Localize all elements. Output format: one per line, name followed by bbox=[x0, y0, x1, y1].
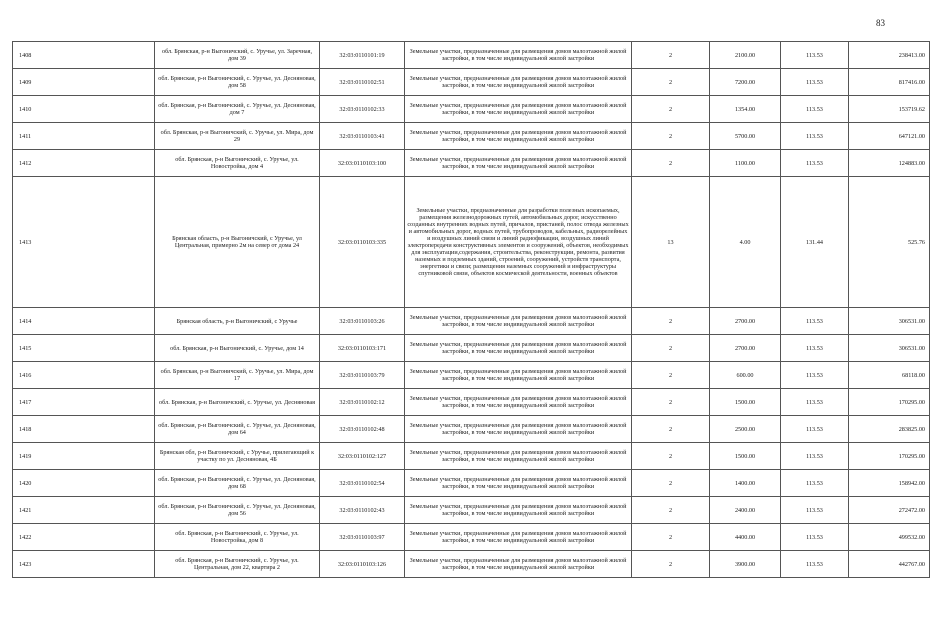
land-use-cell: Земельные участки, предназначенные для размещения домов малоэтажной жилой застройки, в том числе индивидуальной жилой застройки bbox=[405, 123, 632, 150]
table-row bbox=[13, 150, 930, 177]
land-registry-table bbox=[12, 41, 930, 578]
land-use-cell: Земельные участки, предназначенные для разработки полезных ископаемых, размещения железнодорожных путей, автомобильных дорог, искусственно созданных внутренних водных путей, причалов, пристаней, полос отвода железных и автомобильных дорог, водных путей, трубопроводов, кабельных, радиорелейных и воздушных линий связи и линий радиофикации, воздушных линий электропередачи конструктивных элементов и сооружений, объектов, необходимых для эксплуатации,содержания, строительства, реконструкции, ремонта, развития наземных и подземных зданий, строений, сооружений, устройств транспорта, энергетики и связи; размещения наземных сооружений и инфраструктуры спутниковой связи, объектов космической деятельности, военных объектов bbox=[405, 177, 632, 308]
address-cell: Брянская область, р-н Выгоничский, с Уручье bbox=[155, 308, 320, 335]
cadastral-value-cell: 283825.00 bbox=[849, 416, 930, 443]
row-number-cell: 1423 bbox=[13, 551, 155, 578]
cadastral-value-cell: 170295.00 bbox=[849, 389, 930, 416]
address-cell: обл. Брянская, р-н Выгоничский, с. Уручье, ул. Десняновая, дом 56 bbox=[155, 497, 320, 524]
table-row bbox=[13, 177, 930, 308]
cadastral-value-cell: 158942.00 bbox=[849, 470, 930, 497]
area-cell: 1500.00 bbox=[710, 389, 781, 416]
area-cell: 2100.00 bbox=[710, 42, 781, 69]
cadastral-number-cell: 32:03:0110103:26 bbox=[320, 308, 405, 335]
cadastral-value-cell: 499532.00 bbox=[849, 524, 930, 551]
specific-value-cell: 113.53 bbox=[781, 123, 849, 150]
address-cell: обл. Брянская, р-н Выгоничский, с. Уручье, ул. Десняновая, дом 7 bbox=[155, 96, 320, 123]
row-number-cell: 1420 bbox=[13, 470, 155, 497]
specific-value-cell: 113.53 bbox=[781, 389, 849, 416]
land-use-cell: Земельные участки, предназначенные для размещения домов малоэтажной жилой застройки, в том числе индивидуальной жилой застройки bbox=[405, 42, 632, 69]
area-cell: 4400.00 bbox=[710, 524, 781, 551]
specific-value-cell: 113.53 bbox=[781, 335, 849, 362]
specific-value-cell: 113.53 bbox=[781, 497, 849, 524]
row-number-cell: 1408 bbox=[13, 42, 155, 69]
table-row bbox=[13, 69, 930, 96]
row-number-cell: 1415 bbox=[13, 335, 155, 362]
cadastral-value-cell: 306531.00 bbox=[849, 308, 930, 335]
specific-value-cell: 113.53 bbox=[781, 470, 849, 497]
address-cell: обл. Брянская, р-н Выгоничский, с. Уручье, ул. Мира, дом 17 bbox=[155, 362, 320, 389]
specific-value-cell: 113.53 bbox=[781, 551, 849, 578]
cadastral-number-cell: 32:03:0110101:19 bbox=[320, 42, 405, 69]
use-code-cell: 2 bbox=[632, 362, 710, 389]
cadastral-value-cell: 272472.00 bbox=[849, 497, 930, 524]
use-code-cell: 2 bbox=[632, 389, 710, 416]
address-cell: обл. Брянская, р-н Выгоничский, с. Уручье, дом 14 bbox=[155, 335, 320, 362]
cadastral-value-cell: 153719.62 bbox=[849, 96, 930, 123]
row-number-cell: 1412 bbox=[13, 150, 155, 177]
use-code-cell: 2 bbox=[632, 497, 710, 524]
cadastral-number-cell: 32:03:0110102:48 bbox=[320, 416, 405, 443]
use-code-cell: 2 bbox=[632, 150, 710, 177]
specific-value-cell: 113.53 bbox=[781, 416, 849, 443]
address-cell: обл. Брянская, р-н Выгоничский, с. Уручье, ул. Новостройка, дом 4 bbox=[155, 150, 320, 177]
page-number: 83 bbox=[876, 18, 885, 28]
use-code-cell: 2 bbox=[632, 42, 710, 69]
area-cell: 1354.00 bbox=[710, 96, 781, 123]
table-row bbox=[13, 389, 930, 416]
area-cell: 7200.00 bbox=[710, 69, 781, 96]
land-use-cell: Земельные участки, предназначенные для размещения домов малоэтажной жилой застройки, в том числе индивидуальной жилой застройки bbox=[405, 470, 632, 497]
address-cell: обл. Брянская, р-н Выгоничский, с. Уручье, ул. Новостройка, дом 8 bbox=[155, 524, 320, 551]
use-code-cell: 13 bbox=[632, 177, 710, 308]
area-cell: 2700.00 bbox=[710, 308, 781, 335]
land-use-cell: Земельные участки, предназначенные для размещения домов малоэтажной жилой застройки, в том числе индивидуальной жилой застройки bbox=[405, 497, 632, 524]
land-use-cell: Земельные участки, предназначенные для размещения домов малоэтажной жилой застройки, в том числе индивидуальной жилой застройки bbox=[405, 362, 632, 389]
cadastral-number-cell: 32:03:0110102:12 bbox=[320, 389, 405, 416]
row-number-cell: 1413 bbox=[13, 177, 155, 308]
cadastral-number-cell: 32:03:0110103:335 bbox=[320, 177, 405, 308]
table-row bbox=[13, 497, 930, 524]
area-cell: 3900.00 bbox=[710, 551, 781, 578]
address-cell: обл. Брянская, р-н Выгоничский, с. Уручье, ул. Мира, дом 29 bbox=[155, 123, 320, 150]
area-cell: 1100.00 bbox=[710, 150, 781, 177]
row-number-cell: 1410 bbox=[13, 96, 155, 123]
cadastral-number-cell: 32:03:0110103:171 bbox=[320, 335, 405, 362]
cadastral-value-cell: 525.76 bbox=[849, 177, 930, 308]
area-cell: 4.00 bbox=[710, 177, 781, 308]
table-row bbox=[13, 551, 930, 578]
land-use-cell: Земельные участки, предназначенные для размещения домов малоэтажной жилой застройки, в том числе индивидуальной жилой застройки bbox=[405, 389, 632, 416]
table-row bbox=[13, 362, 930, 389]
table-row bbox=[13, 524, 930, 551]
row-number-cell: 1416 bbox=[13, 362, 155, 389]
use-code-cell: 2 bbox=[632, 416, 710, 443]
table-row bbox=[13, 42, 930, 69]
land-use-cell: Земельные участки, предназначенные для размещения домов малоэтажной жилой застройки, в том числе индивидуальной жилой застройки bbox=[405, 416, 632, 443]
specific-value-cell: 113.53 bbox=[781, 524, 849, 551]
use-code-cell: 2 bbox=[632, 308, 710, 335]
row-number-cell: 1421 bbox=[13, 497, 155, 524]
table-row bbox=[13, 335, 930, 362]
address-cell: обл. Брянская, р-н Выгоничский, с. Уручье, ул. Десняновая, дом 64 bbox=[155, 416, 320, 443]
use-code-cell: 2 bbox=[632, 443, 710, 470]
specific-value-cell: 113.53 bbox=[781, 362, 849, 389]
table-row bbox=[13, 416, 930, 443]
cadastral-number-cell: 32:03:0110103:100 bbox=[320, 150, 405, 177]
cadastral-value-cell: 647121.00 bbox=[849, 123, 930, 150]
cadastral-value-cell: 817416.00 bbox=[849, 69, 930, 96]
area-cell: 1400.00 bbox=[710, 470, 781, 497]
use-code-cell: 2 bbox=[632, 96, 710, 123]
use-code-cell: 2 bbox=[632, 123, 710, 150]
table-row bbox=[13, 123, 930, 150]
cadastral-number-cell: 32:03:0110103:97 bbox=[320, 524, 405, 551]
table-row bbox=[13, 308, 930, 335]
cadastral-value-cell: 68118.00 bbox=[849, 362, 930, 389]
cadastral-number-cell: 32:03:0110103:126 bbox=[320, 551, 405, 578]
row-number-cell: 1409 bbox=[13, 69, 155, 96]
area-cell: 5700.00 bbox=[710, 123, 781, 150]
address-cell: обл. Брянская, р-н Выгоничский, с. Уручье, ул. Заречная, дом 39 bbox=[155, 42, 320, 69]
cadastral-number-cell: 32:03:0110102:33 bbox=[320, 96, 405, 123]
specific-value-cell: 113.53 bbox=[781, 69, 849, 96]
cadastral-value-cell: 124883.00 bbox=[849, 150, 930, 177]
area-cell: 2700.00 bbox=[710, 335, 781, 362]
specific-value-cell: 131.44 bbox=[781, 177, 849, 308]
row-number-cell: 1411 bbox=[13, 123, 155, 150]
table-row bbox=[13, 470, 930, 497]
cadastral-number-cell: 32:03:0110102:127 bbox=[320, 443, 405, 470]
cadastral-number-cell: 32:03:0110102:43 bbox=[320, 497, 405, 524]
land-use-cell: Земельные участки, предназначенные для размещения домов малоэтажной жилой застройки, в том числе индивидуальной жилой застройки bbox=[405, 308, 632, 335]
land-use-cell: Земельные участки, предназначенные для размещения домов малоэтажной жилой застройки, в том числе индивидуальной жилой застройки bbox=[405, 96, 632, 123]
cadastral-value-cell: 306531.00 bbox=[849, 335, 930, 362]
address-cell: Брянская обл, р-н Выгоничский, с Уручье, прилегающий к участку по ул. Десняновая, 4Б bbox=[155, 443, 320, 470]
table-body bbox=[13, 42, 930, 578]
row-number-cell: 1422 bbox=[13, 524, 155, 551]
land-use-cell: Земельные участки, предназначенные для размещения домов малоэтажной жилой застройки, в том числе индивидуальной жилой застройки bbox=[405, 150, 632, 177]
row-number-cell: 1417 bbox=[13, 389, 155, 416]
area-cell: 2400.00 bbox=[710, 497, 781, 524]
row-number-cell: 1418 bbox=[13, 416, 155, 443]
cadastral-value-cell: 238413.00 bbox=[849, 42, 930, 69]
row-number-cell: 1419 bbox=[13, 443, 155, 470]
use-code-cell: 2 bbox=[632, 335, 710, 362]
use-code-cell: 2 bbox=[632, 551, 710, 578]
area-cell: 2500.00 bbox=[710, 416, 781, 443]
specific-value-cell: 113.53 bbox=[781, 443, 849, 470]
cadastral-number-cell: 32:03:0110103:41 bbox=[320, 123, 405, 150]
use-code-cell: 2 bbox=[632, 69, 710, 96]
land-use-cell: Земельные участки, предназначенные для размещения домов малоэтажной жилой застройки, в том числе индивидуальной жилой застройки bbox=[405, 335, 632, 362]
address-cell: Брянская область, р-н Выгоничский, с Уручье, ул Центральная, примерно 2м на север от дома 24 bbox=[155, 177, 320, 308]
table-row bbox=[13, 96, 930, 123]
land-use-cell: Земельные участки, предназначенные для размещения домов малоэтажной жилой застройки, в том числе индивидуальной жилой застройки bbox=[405, 551, 632, 578]
area-cell: 600.00 bbox=[710, 362, 781, 389]
land-use-cell: Земельные участки, предназначенные для размещения домов малоэтажной жилой застройки, в том числе индивидуальной жилой застройки bbox=[405, 443, 632, 470]
cadastral-value-cell: 170295.00 bbox=[849, 443, 930, 470]
address-cell: обл. Брянская, р-н Выгоничский, с. Уручье, ул. Десняновая bbox=[155, 389, 320, 416]
area-cell: 1500.00 bbox=[710, 443, 781, 470]
use-code-cell: 2 bbox=[632, 524, 710, 551]
cadastral-number-cell: 32:03:0110103:79 bbox=[320, 362, 405, 389]
specific-value-cell: 113.53 bbox=[781, 42, 849, 69]
specific-value-cell: 113.53 bbox=[781, 308, 849, 335]
cadastral-number-cell: 32:03:0110102:51 bbox=[320, 69, 405, 96]
use-code-cell: 2 bbox=[632, 470, 710, 497]
address-cell: обл. Брянская, р-н Выгоничский, с. Уручье, ул. Центральная, дом 22, квартира 2 bbox=[155, 551, 320, 578]
address-cell: обл. Брянская, р-н Выгоничский, с. Уручье, ул. Десняновая, дом 58 bbox=[155, 69, 320, 96]
table-row bbox=[13, 443, 930, 470]
specific-value-cell: 113.53 bbox=[781, 96, 849, 123]
row-number-cell: 1414 bbox=[13, 308, 155, 335]
specific-value-cell: 113.53 bbox=[781, 150, 849, 177]
land-use-cell: Земельные участки, предназначенные для размещения домов малоэтажной жилой застройки, в том числе индивидуальной жилой застройки bbox=[405, 69, 632, 96]
address-cell: обл. Брянская, р-н Выгоничский, с. Уручье, ул. Десняновая, дом 68 bbox=[155, 470, 320, 497]
cadastral-number-cell: 32:03:0110102:54 bbox=[320, 470, 405, 497]
cadastral-value-cell: 442767.00 bbox=[849, 551, 930, 578]
land-use-cell: Земельные участки, предназначенные для размещения домов малоэтажной жилой застройки, в том числе индивидуальной жилой застройки bbox=[405, 524, 632, 551]
